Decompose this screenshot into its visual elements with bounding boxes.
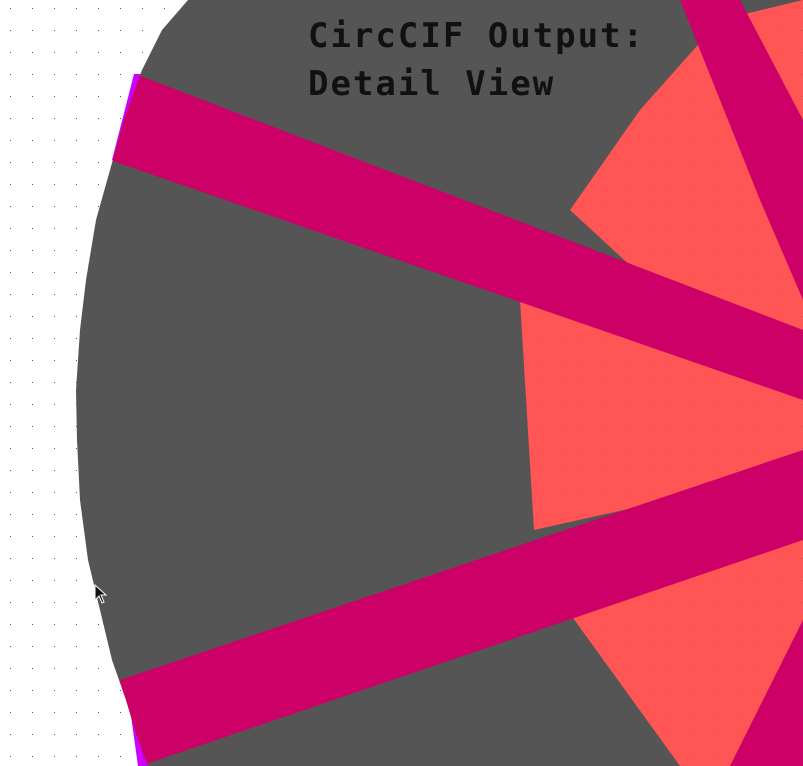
title-line-2: Detail View	[308, 64, 556, 104]
title-line-1: CircCIF Output:	[308, 16, 646, 56]
view-title	[308, 12, 645, 108]
